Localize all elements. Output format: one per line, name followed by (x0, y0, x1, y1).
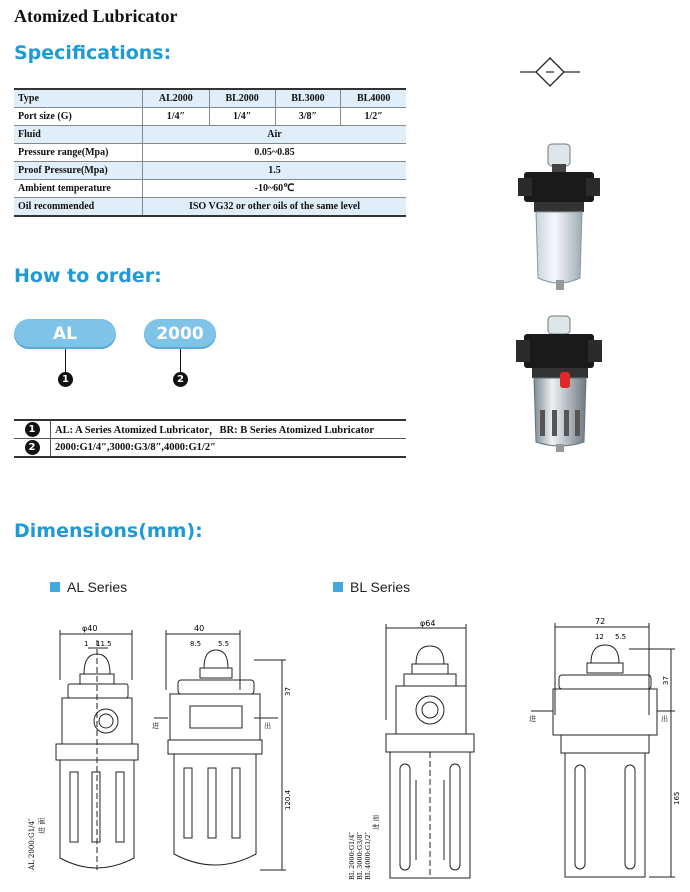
table-row (14, 198, 406, 217)
spec-row-value: ISO VG32 or other oils of the same level (143, 198, 407, 217)
spec-port-bl2000: 1/4″ (209, 108, 275, 126)
al-side-drawing (150, 620, 300, 885)
table-row (14, 180, 406, 198)
bl1-p2: BL 3000:G3/8″ (356, 832, 364, 880)
table-row (14, 89, 406, 108)
page-title: Atomized Lubricator (14, 6, 178, 26)
bl-series-text: BL Series (350, 579, 411, 595)
bl1-p4: 进 面 (372, 814, 380, 830)
bl2-a: 12 (595, 633, 604, 641)
dimensions-heading: Dimensions(mm): (14, 520, 203, 542)
spec-port-bl4000: 1/2″ (341, 108, 406, 126)
order-code-table (14, 419, 406, 458)
spec-row-label: Ambient temperature (14, 180, 143, 198)
order-code-number-1: 1 (25, 422, 40, 437)
spec-table (14, 88, 406, 217)
al1-d2: 11.5 (96, 640, 112, 648)
spec-row-value: 0.05~0.85 (143, 144, 407, 162)
bl2-out: 出 (661, 715, 668, 723)
spec-row-label: Fluid (14, 126, 143, 144)
spec-row-value: 1.5 (143, 162, 407, 180)
table-row (14, 439, 406, 458)
table-row (14, 420, 406, 439)
bl2-in: 进 (529, 715, 536, 723)
order-code-num-cell (14, 420, 51, 439)
bl-lubricator-photo-icon (510, 310, 610, 470)
spec-port-label: Port size (G) (14, 108, 143, 126)
al2-in: 进 (152, 722, 159, 730)
al2-h1: 37 (284, 687, 292, 696)
al-front-drawing (20, 620, 160, 885)
specifications-heading: Specifications: (14, 42, 172, 64)
spec-row-value: Air (143, 126, 407, 144)
order-code-2: 2000:G1/4″,3000:G3/8″,4000:G1/2″ (51, 439, 407, 458)
al1-port: AL 2000:G1/4″ (28, 818, 36, 870)
table-row (14, 162, 406, 180)
order-number-1: 1 (58, 372, 73, 387)
al2-b: 5.5 (218, 640, 230, 648)
spec-port-bl3000: 3/8″ (275, 108, 341, 126)
bl2-b: 5.5 (615, 633, 627, 641)
al-series-marker (50, 582, 60, 592)
bl-series-marker (333, 582, 343, 592)
spec-header-bl4000: BL4000 (341, 89, 406, 108)
table-row (14, 126, 406, 144)
how-to-order-heading: How to order: (14, 265, 162, 287)
spec-port-al2000: 1/4″ (143, 108, 210, 126)
bl1-p3: BL 4000:G1/2″ (364, 832, 372, 880)
al1-d1: 1 (84, 640, 89, 648)
order-number-2: 2 (173, 372, 188, 387)
spec-header-type: Type (14, 89, 143, 108)
table-row (14, 108, 406, 126)
order-leader-2 (180, 349, 181, 373)
bl-front-drawing (330, 620, 490, 885)
order-code-num-cell (14, 439, 51, 458)
al-series-label (50, 579, 127, 595)
al-series-text: AL Series (67, 579, 128, 595)
spec-header-al2000: AL2000 (143, 89, 210, 108)
lubricator-symbol-icon (520, 55, 580, 89)
spec-row-label: Oil recommended (14, 198, 143, 217)
bl2-w: 72 (595, 617, 606, 626)
bl-series-label (333, 579, 410, 595)
order-pill-series: AL (14, 319, 116, 349)
order-leader-1 (65, 349, 66, 373)
bl2-h2: 165 (673, 791, 681, 805)
bl1-p1: BL 2000:G1/4″ (348, 832, 356, 880)
order-code-number-2: 2 (25, 440, 40, 455)
bl1-dia: φ64 (420, 620, 436, 628)
al2-a: 8.5 (190, 640, 202, 648)
al2-w: 40 (194, 624, 205, 633)
spec-row-value: -10~60℃ (143, 180, 407, 198)
al1-port2: 进 面 (38, 817, 46, 834)
order-code-1: AL: A Series Atomized Lubricator，BR: B Series Atomized Lubricator (51, 420, 407, 439)
spec-header-bl2000: BL2000 (209, 89, 275, 108)
al2-out: 出 (264, 722, 271, 730)
spec-row-label: Pressure range(Mpa) (14, 144, 143, 162)
order-pill-port: 2000 (144, 319, 216, 349)
spec-header-bl3000: BL3000 (275, 89, 341, 108)
al-lubricator-photo-icon (510, 140, 610, 300)
table-row (14, 144, 406, 162)
bl2-h1: 37 (662, 676, 670, 685)
al2-h2: 120.4 (284, 789, 292, 810)
bl-side-drawing (525, 615, 685, 885)
al1-dia: φ40 (82, 624, 98, 633)
spec-row-label: Proof Pressure(Mpa) (14, 162, 143, 180)
